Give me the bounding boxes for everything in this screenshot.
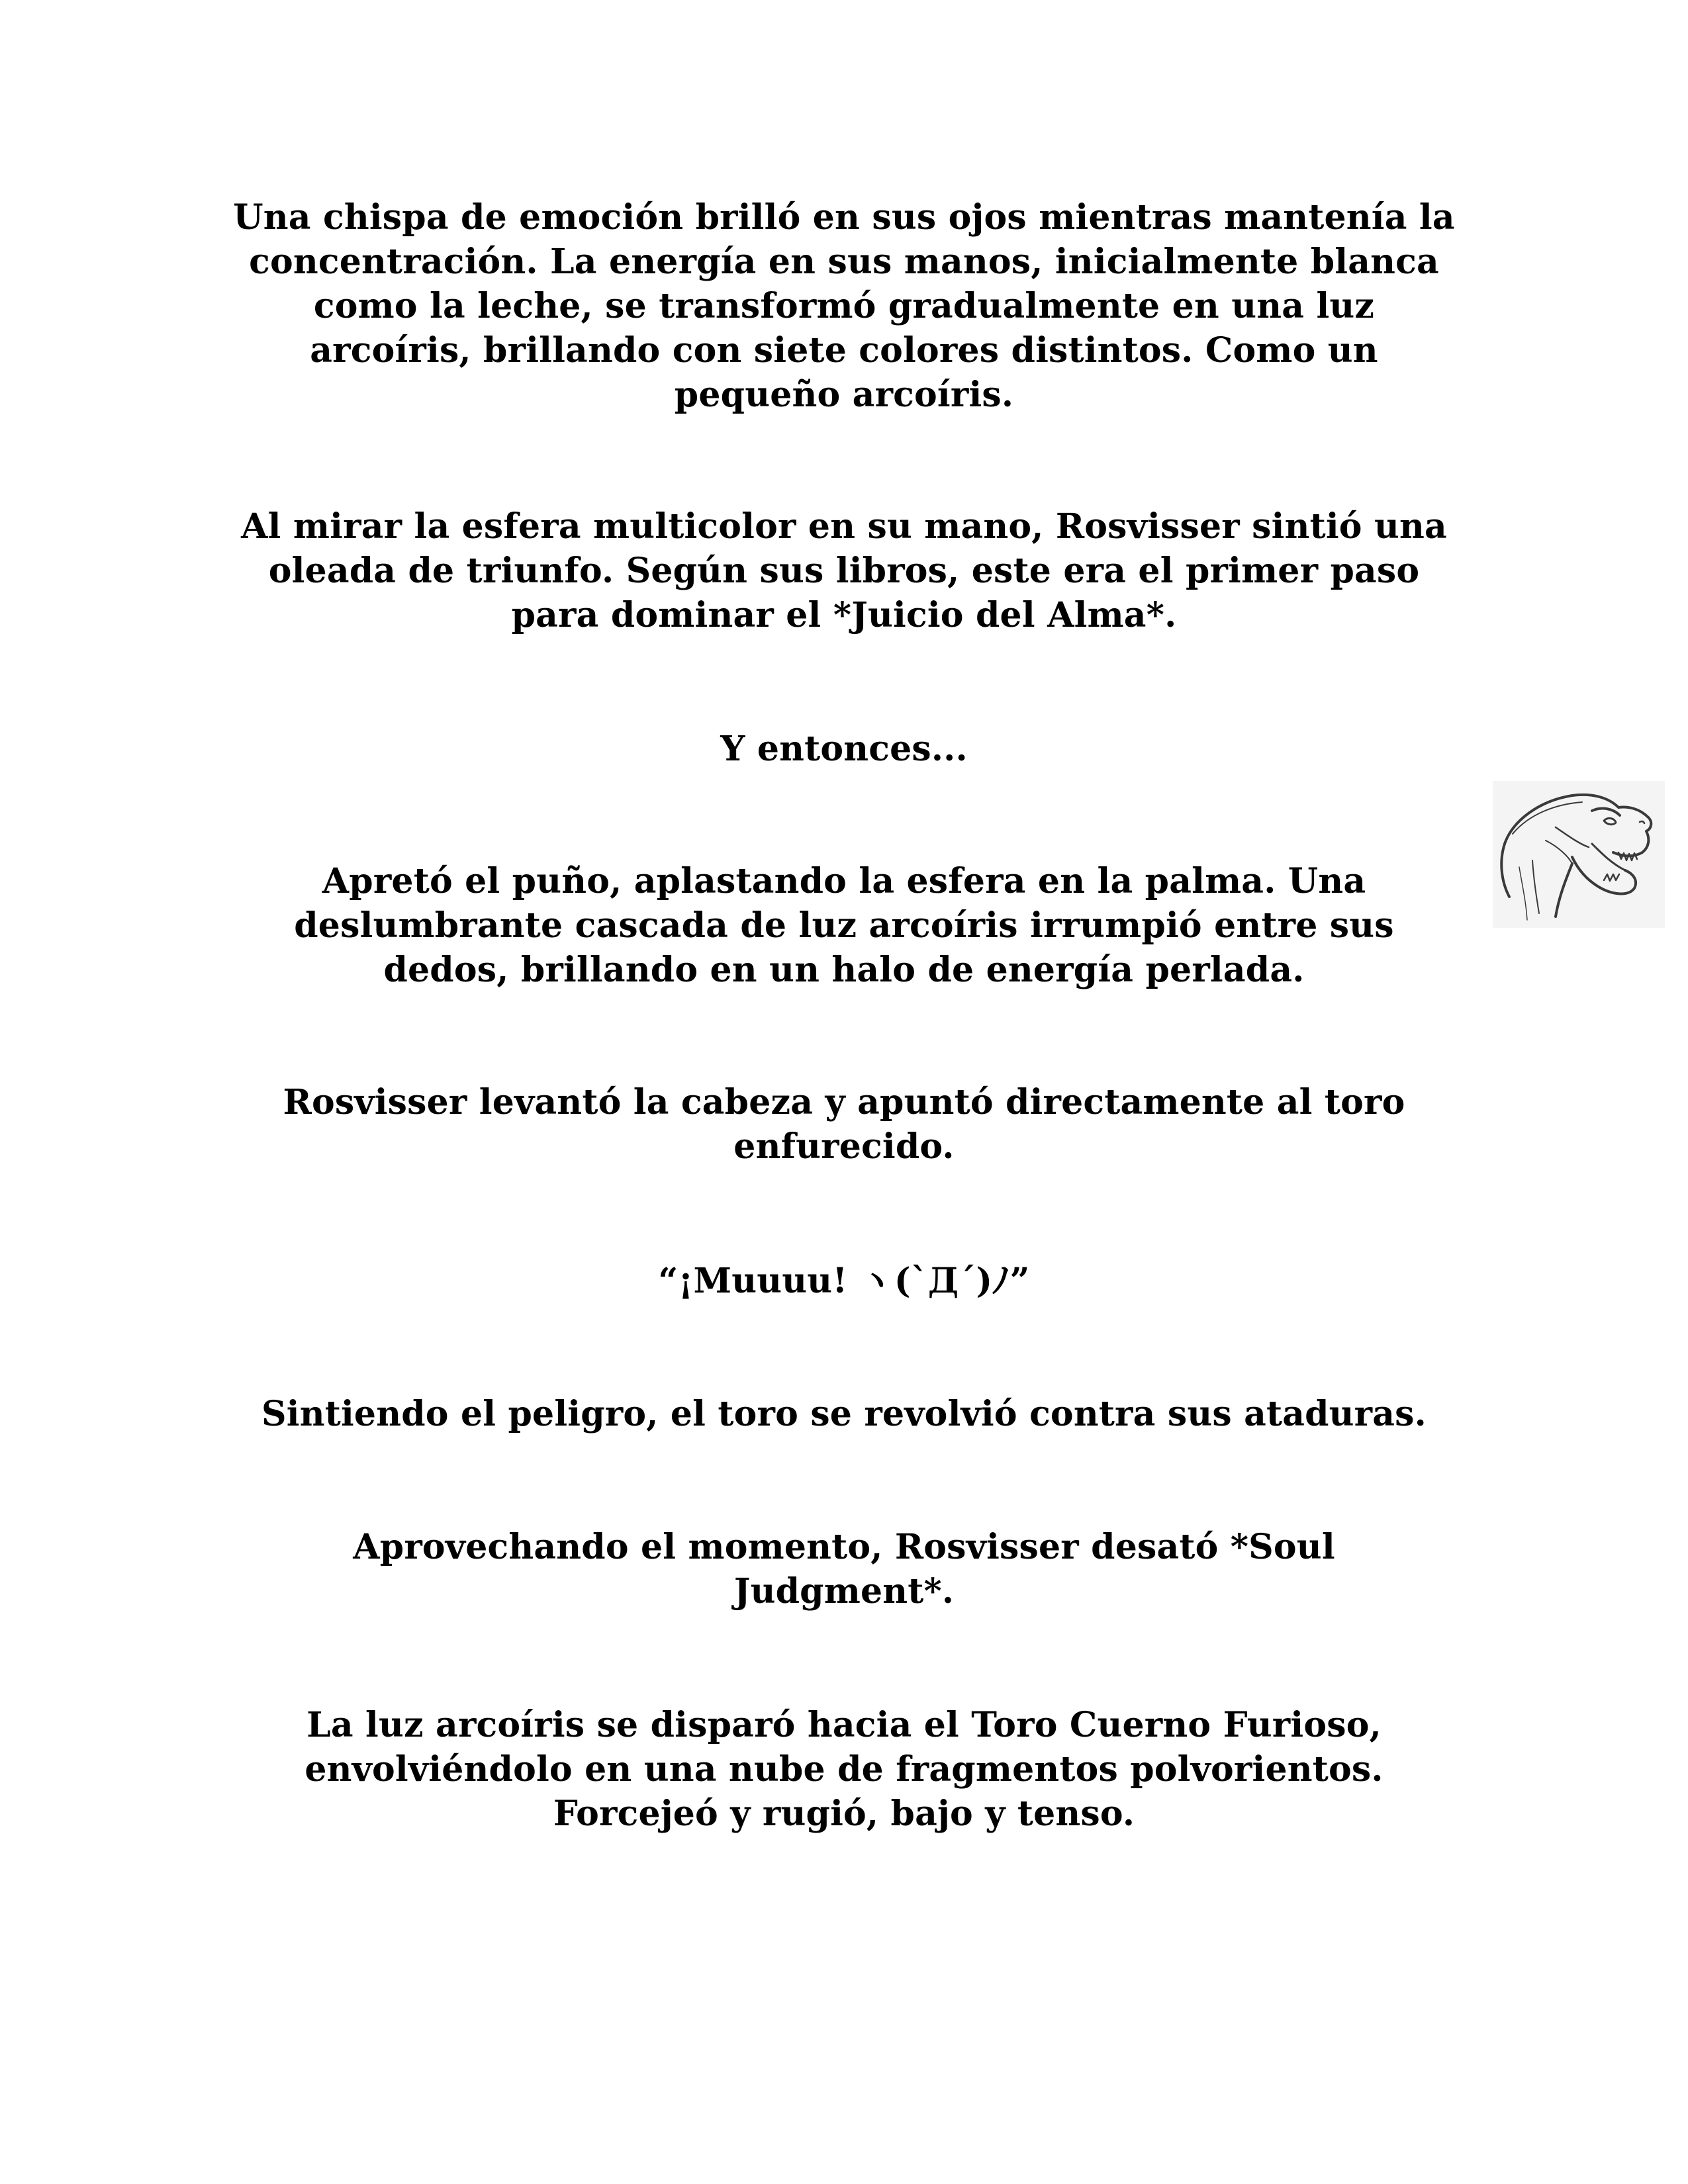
text-line: Judgment*. — [733, 1571, 955, 1612]
text-line: Rosvisser levantó la cabeza y apuntó directamente al toro — [283, 1082, 1405, 1122]
text-line: oleada de triunfo. Según sus libros, este era el primer paso — [268, 551, 1420, 591]
paragraph-3 — [225, 727, 1463, 771]
text-line: enfurecido. — [733, 1126, 955, 1167]
text-line: como la leche, se transformó gradualmente en una luz — [313, 286, 1375, 326]
paragraph-4 — [225, 859, 1463, 992]
text-line: Aprovechando el momento, Rosvisser desató *Soul — [353, 1527, 1335, 1567]
paragraph-8 — [225, 1525, 1463, 1614]
text-line: envolviéndolo en una nube de fragmentos polvorientos. — [305, 1749, 1383, 1790]
text-line: concentración. La energía en sus manos, inicialmente blanca — [249, 242, 1439, 282]
text-line: Y entonces... — [720, 729, 968, 769]
dinosaur-head-sketch-icon — [1493, 781, 1665, 928]
dialogue-line: “¡Muuuu! ヽ(`Д´)ﾉ” — [658, 1261, 1030, 1301]
paragraph-6-dialogue — [225, 1259, 1463, 1303]
paragraph-5 — [225, 1080, 1463, 1169]
text-line: Apretó el puño, aplastando la esfera en la palma. Una — [322, 861, 1366, 901]
text-line: Una chispa de emoción brilló en sus ojos mientras mantenía la — [233, 197, 1455, 238]
text-line: dedos, brillando en un halo de energía perlada. — [383, 950, 1305, 990]
text-line: deslumbrante cascada de luz arcoíris irrumpió entre sus — [294, 905, 1394, 946]
text-line: La luz arcoíris se disparó hacia el Toro Cuerno Furioso, — [306, 1705, 1382, 1745]
text-line: arcoíris, brillando con siete colores distintos. Como un — [310, 330, 1378, 371]
paragraph-9 — [225, 1703, 1463, 1836]
paragraph-7 — [225, 1392, 1463, 1436]
text-line: para dominar el *Juicio del Alma*. — [511, 595, 1177, 635]
paragraph-1 — [225, 195, 1463, 417]
text-line: Forcejeó y rugió, bajo y tenso. — [553, 1794, 1135, 1834]
text-line: pequeño arcoíris. — [674, 375, 1014, 415]
text-line: Al mirar la esfera multicolor en su mano, Rosvisser sintió una — [241, 506, 1447, 547]
paragraph-2 — [225, 504, 1463, 637]
text-line: Sintiendo el peligro, el toro se revolvió contra sus ataduras. — [261, 1394, 1427, 1434]
